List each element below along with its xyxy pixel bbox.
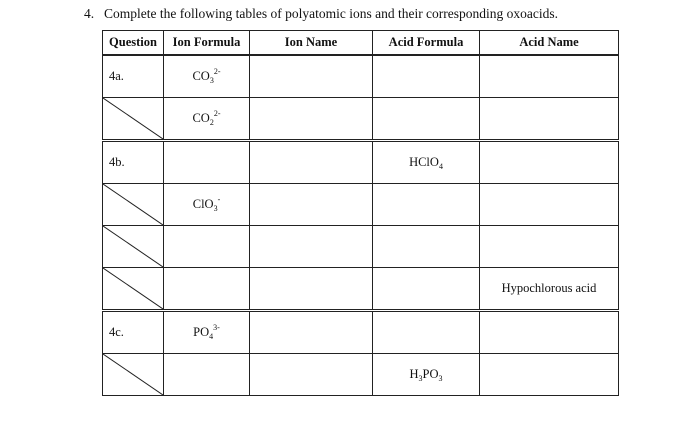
header-ion-name: Ion Name: [250, 31, 373, 56]
crossed-out-cell: [103, 98, 164, 141]
acid-name-cell[interactable]: [480, 184, 619, 226]
table-row: [103, 226, 619, 268]
acid-name-cell[interactable]: [480, 141, 619, 184]
ion-formula-cell: $CO_2^{2-}$: [164, 98, 250, 141]
acid-name-cell[interactable]: [480, 354, 619, 396]
ion-name-cell[interactable]: [250, 141, 373, 184]
acid-formula-cell[interactable]: [373, 98, 480, 141]
question-label: 4c.: [103, 311, 164, 354]
polyatomic-ions-table: [102, 30, 619, 396]
ion-formula-cell: $PO_4^{3-}$: [164, 311, 250, 354]
crossed-out-cell: [103, 354, 164, 396]
acid-name-cell: Hypochlorous acid: [480, 268, 619, 311]
ion-formula-cell[interactable]: [164, 141, 250, 184]
question-label: 4a.: [103, 55, 164, 98]
acid-formula-cell[interactable]: [373, 226, 480, 268]
header-acid-name: Acid Name: [480, 31, 619, 56]
acid-name-cell[interactable]: [480, 311, 619, 354]
table-row: [103, 354, 619, 396]
crossed-out-cell: [103, 226, 164, 268]
question-text: Complete the following tables of polyatomic ions and their corresponding oxoacids.: [104, 6, 559, 21]
header-acid-formula: Acid Formula: [373, 31, 480, 56]
acid-formula-cell[interactable]: [373, 311, 480, 354]
ion-name-cell[interactable]: [250, 98, 373, 141]
table-row: [103, 141, 619, 184]
table-row: [103, 55, 619, 98]
crossed-out-cell: [103, 268, 164, 311]
question-prompt: [84, 6, 558, 22]
ion-formula-cell[interactable]: [164, 354, 250, 396]
table-row: [103, 268, 619, 311]
ion-name-cell[interactable]: [250, 354, 373, 396]
acid-name-cell[interactable]: [480, 226, 619, 268]
ion-name-cell[interactable]: [250, 226, 373, 268]
table-row: [103, 184, 619, 226]
ion-name-cell[interactable]: [250, 268, 373, 311]
acid-name-cell[interactable]: [480, 98, 619, 141]
ion-formula-cell[interactable]: [164, 226, 250, 268]
ion-name-cell[interactable]: [250, 184, 373, 226]
acid-formula-cell: $H_3PO_3$: [373, 354, 480, 396]
header-row: [103, 31, 619, 56]
acid-name-cell[interactable]: [480, 55, 619, 98]
crossed-out-cell: [103, 184, 164, 226]
ion-formula-cell: ClO$_3$-: [164, 184, 250, 226]
ion-name-cell[interactable]: [250, 311, 373, 354]
question-label: 4b.: [103, 141, 164, 184]
ion-formula-cell[interactable]: [164, 268, 250, 311]
table-row: [103, 98, 619, 141]
acid-formula-cell[interactable]: [373, 55, 480, 98]
question-number: 4.: [84, 6, 95, 21]
acid-formula-cell: HClO$_4$: [373, 141, 480, 184]
acid-formula-cell[interactable]: [373, 268, 480, 311]
header-question: Question: [103, 31, 164, 56]
ion-formula-cell: $CO_3^{2-}$: [164, 55, 250, 98]
table-row: [103, 311, 619, 354]
ion-name-cell[interactable]: [250, 55, 373, 98]
header-ion-formula: Ion Formula: [164, 31, 250, 56]
acid-formula-cell[interactable]: [373, 184, 480, 226]
